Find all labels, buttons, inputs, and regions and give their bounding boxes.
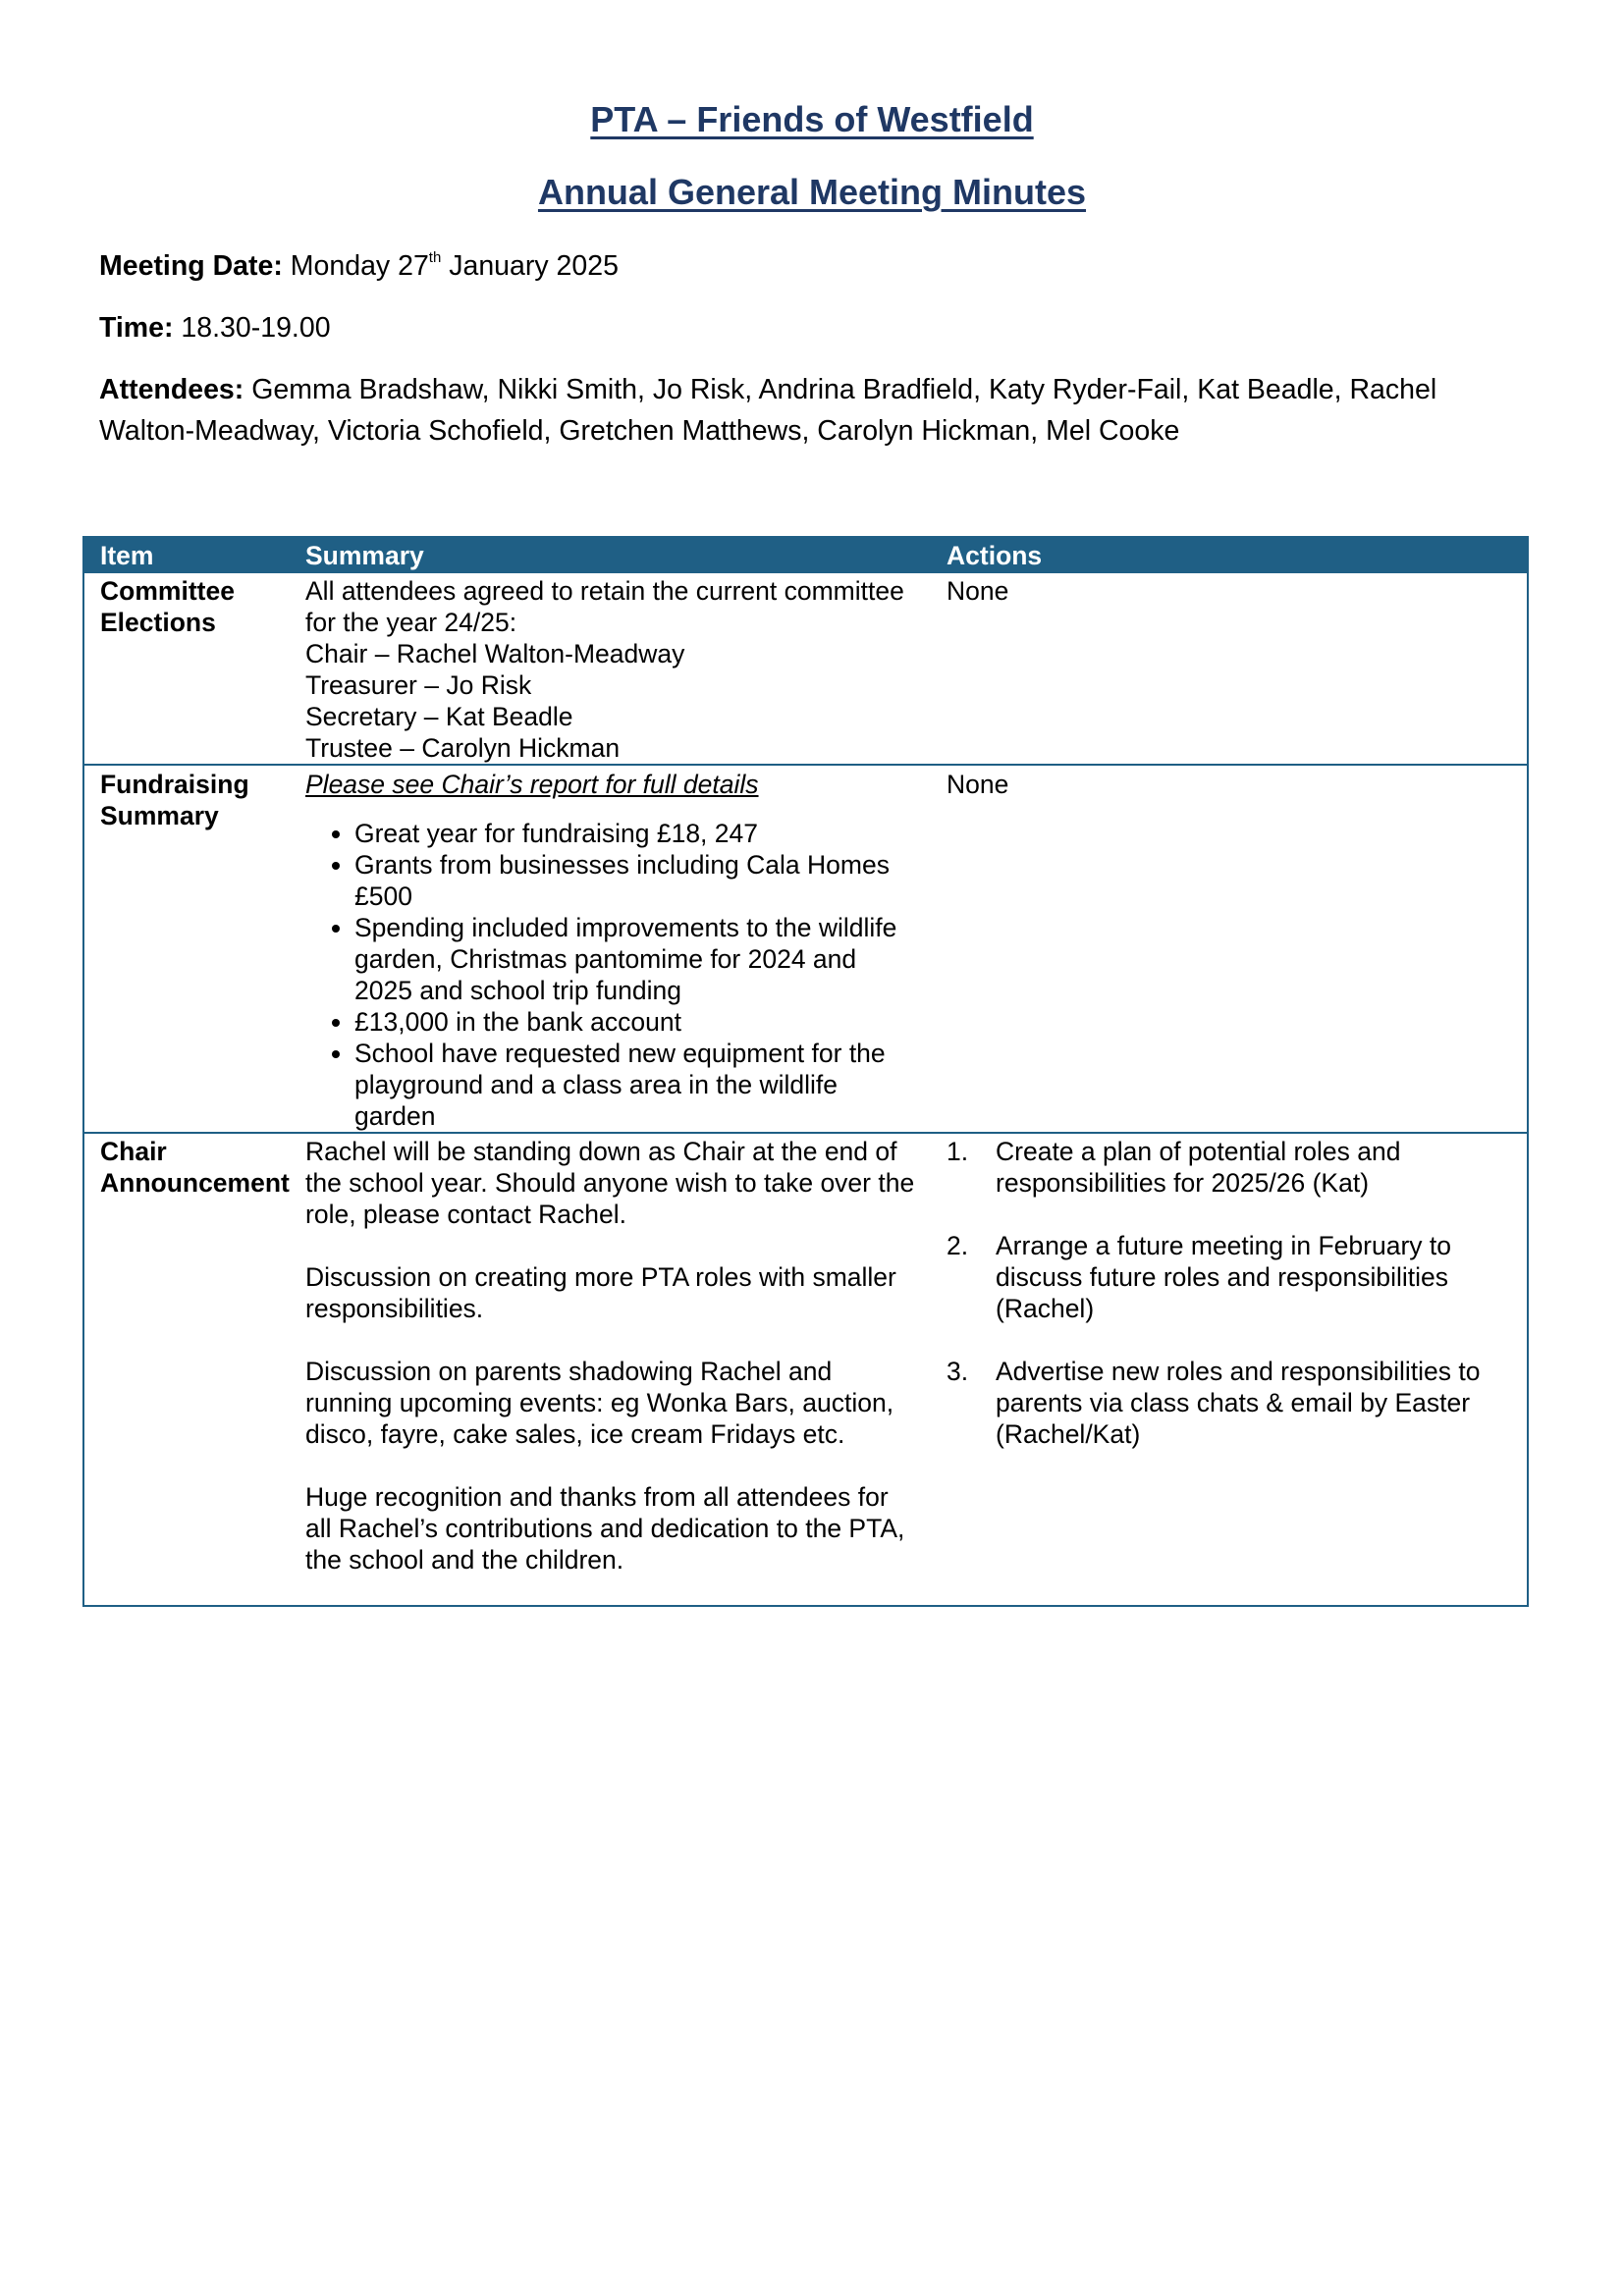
header-summary: Summary [290,537,931,573]
summary-line: for the year 24/25: [305,608,517,637]
meeting-time-value: 18.30-19.00 [181,312,331,344]
table-row [83,573,1528,765]
row-summary [290,573,931,765]
header-item: Item [83,537,290,573]
meeting-date-label: Meeting Date: [99,250,283,282]
document-title: PTA – Friends of Westfield [590,99,1034,139]
action-item [947,1230,1511,1324]
bullet-item: • Grants from businesses including Cala Homes £500 [354,849,915,912]
meeting-date-prefix: Monday 27 [290,250,429,282]
document-subtitle: Annual General Meeting Minutes [537,172,1087,212]
bullet-item: • School have requested new equipment for the playground and a class area in the wildlife garden [354,1038,915,1132]
minutes-table [82,536,1529,1607]
meeting-time-label: Time: [99,312,174,344]
fundraising-bullet-list [305,818,915,1132]
row-actions: None [931,765,1528,1133]
meeting-date-ordinal: th [428,249,442,266]
chairs-report-reference: Please see Chair’s report for full details [305,770,759,799]
summary-paragraph: Discussion on creating more PTA roles with smaller responsibilities. [305,1262,896,1323]
row-item-line: Summary [100,801,219,830]
summary-paragraph: Rachel will be standing down as Chair at the end of the school year. Should anyone wish to take over the role, please contact Rachel. [305,1137,915,1229]
row-item-line: Committee [100,576,235,606]
summary-line: Treasurer – Jo Risk [305,670,532,700]
meeting-date [99,245,1533,287]
summary-line: Trustee – Carolyn Hickman [305,733,621,763]
action-item [947,1136,1511,1199]
row-item [83,765,290,1133]
action-list [947,1136,1511,1450]
row-item-line: Chair [100,1137,167,1166]
row-item [83,1133,290,1606]
summary-line: All attendees agreed to retain the current committee [305,576,904,606]
bullet-item: • Great year for fundraising £18, 247 [354,818,915,849]
action-number: 2. [947,1231,969,1260]
row-item [83,573,290,765]
action-number: 1. [947,1137,969,1166]
table-header-row [83,537,1528,573]
meeting-date-suffix: January 2025 [449,250,619,282]
action-text: Create a plan of potential roles and responsibilities for 2025/26 (Kat) [996,1137,1401,1198]
row-item-line: Elections [100,608,216,637]
row-item-line: Fundraising [100,770,249,799]
summary-line: Secretary – Kat Beadle [305,702,573,731]
table-row [83,765,1528,1133]
row-summary [290,765,931,1133]
header-actions: Actions [931,537,1528,573]
bullet-item: • Spending included improvements to the wildlife garden, Christmas pantomime for 2024 and 2025 and school trip funding [354,912,915,1006]
meeting-time [99,307,1533,348]
meeting-attendees [99,369,1533,452]
row-actions: None [947,576,1009,606]
bullet-item: • £13,000 in the bank account [354,1006,915,1038]
summary-paragraph: Discussion on parents shadowing Rachel and running upcoming events: eg Wonka Bars, auction, disco, fayre, cake sales, ice cream Fridays etc. [305,1357,894,1449]
action-text: Arrange a future meeting in February to discuss future roles and responsibilities (Rachel) [996,1231,1451,1323]
action-item [947,1356,1511,1450]
table-row [83,1133,1528,1606]
summary-line: Chair – Rachel Walton-Meadway [305,639,685,668]
attendees-label: Attendees: [99,374,244,405]
attendees-value: Gemma Bradshaw, Nikki Smith, Jo Risk, Andrina Bradfield, Katy Ryder-Fail, Kat Beadle, Rachel Walton-Meadway, Victoria Schofield, Gretchen Matthews, Carolyn Hickman, Mel Cooke [99,374,1437,447]
row-summary [290,1133,931,1606]
row-item-line: Announcement [100,1168,290,1198]
summary-paragraph: Huge recognition and thanks from all attendees for all Rachel’s contributions and dedication to the PTA, the school and the children. [305,1482,905,1575]
action-number: 3. [947,1357,969,1386]
action-text: Advertise new roles and responsibilities to parents via class chats & email by Easter (Rachel/Kat) [996,1357,1481,1449]
row-actions [931,1133,1528,1606]
